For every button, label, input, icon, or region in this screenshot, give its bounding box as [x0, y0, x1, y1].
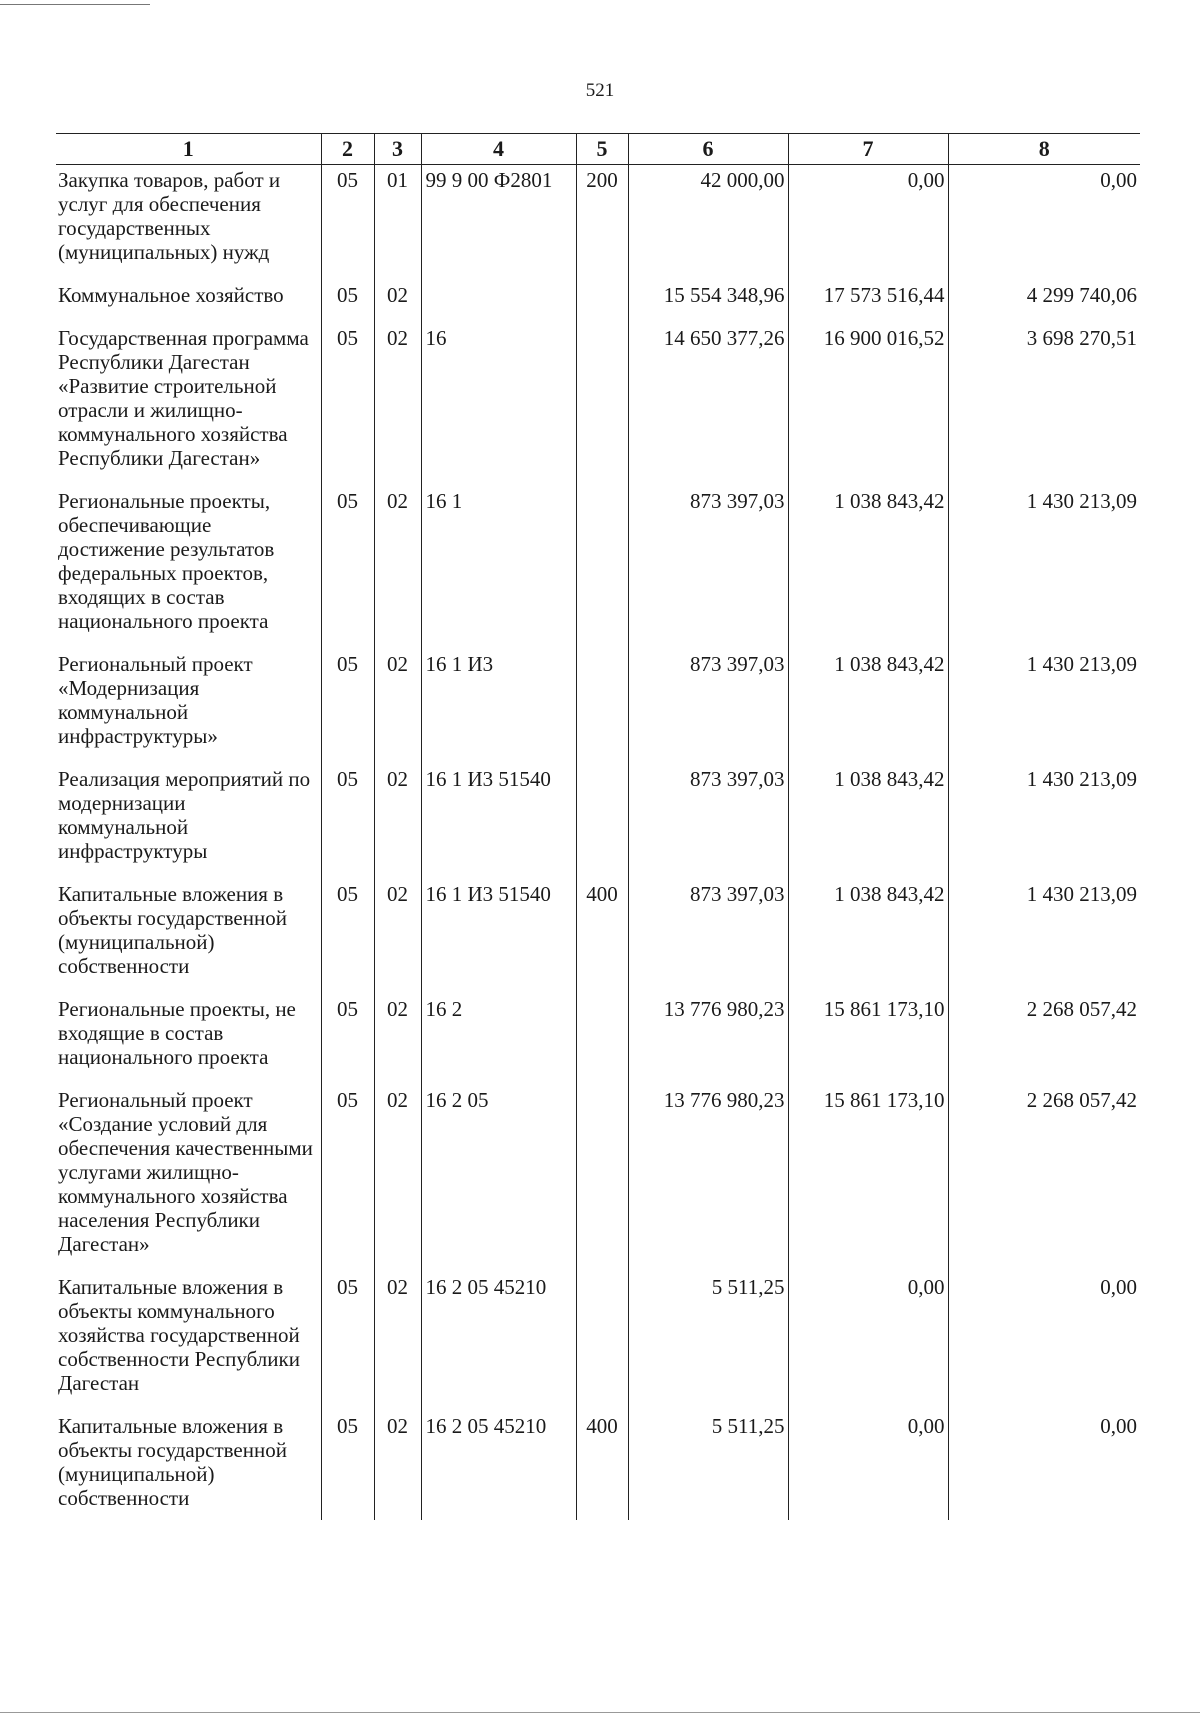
table-row [56, 486, 1140, 649]
row-target-article: 16 2 05 [421, 1085, 576, 1272]
row-amount-col8: 1 430 213,09 [948, 879, 1140, 994]
row-subsection: 02 [374, 879, 421, 994]
column-header-4: 4 [421, 134, 576, 165]
row-amount-col6: 14 650 377,26 [628, 323, 788, 486]
table-row [56, 649, 1140, 764]
row-amount-col7: 15 861 173,10 [788, 994, 948, 1085]
row-subsection: 02 [374, 323, 421, 486]
row-amount-col6: 873 397,03 [628, 649, 788, 764]
row-expense-type [576, 486, 628, 649]
row-name: Реализация мероприятий по модернизации коммунальной инфраструктуры [58, 767, 311, 863]
table-row [56, 1411, 1140, 1520]
row-section: 05 [321, 280, 374, 323]
row-section: 05 [321, 1411, 374, 1520]
row-expense-type [576, 1272, 628, 1411]
row-amount-col8: 0,00 [948, 1272, 1140, 1411]
table-row [56, 1085, 1140, 1272]
row-subsection: 02 [374, 1411, 421, 1520]
column-header-5: 5 [576, 134, 628, 165]
row-amount-col7: 0,00 [788, 165, 948, 281]
row-target-article: 16 1 И3 51540 [421, 764, 576, 879]
column-header-6: 6 [628, 134, 788, 165]
table-row [56, 1272, 1140, 1411]
row-subsection: 02 [374, 649, 421, 764]
row-name: Региональные проекты, не входящие в состав национального проекта [58, 997, 296, 1069]
row-target-article: 16 [421, 323, 576, 486]
row-name: Региональный проект «Модернизация коммунальной инфраструктуры» [58, 652, 253, 748]
row-expense-type: 200 [576, 165, 628, 281]
row-amount-col7: 16 900 016,52 [788, 323, 948, 486]
row-amount-col8: 2 268 057,42 [948, 1085, 1140, 1272]
row-section: 05 [321, 994, 374, 1085]
row-expense-type [576, 764, 628, 879]
column-header-1: 1 [56, 134, 321, 165]
column-header-8: 8 [948, 134, 1140, 165]
row-name: Государственная программа Республики Дагестан «Развитие строительной отрасли и жилищно-коммунального хозяйства Республики Дагестан» [58, 326, 309, 470]
row-name: Региональный проект «Создание условий для обеспечения качественными услугами жилищно-коммунального хозяйства населения Республики Дагестан» [58, 1088, 313, 1256]
row-amount-col6: 873 397,03 [628, 764, 788, 879]
row-expense-type: 400 [576, 879, 628, 994]
row-target-article: 16 2 05 45210 [421, 1411, 576, 1520]
row-amount-col7: 0,00 [788, 1411, 948, 1520]
row-amount-col7: 17 573 516,44 [788, 280, 948, 323]
row-name: Закупка товаров, работ и услуг для обеспечения государственных (муниципальных) нужд [58, 168, 281, 264]
row-target-article: 16 1 [421, 486, 576, 649]
row-subsection: 01 [374, 165, 421, 281]
scan-artifact-top [0, 4, 150, 5]
row-expense-type [576, 280, 628, 323]
row-expense-type [576, 323, 628, 486]
row-subsection: 02 [374, 994, 421, 1085]
row-section: 05 [321, 764, 374, 879]
budget-table [56, 133, 1140, 1520]
row-subsection: 02 [374, 280, 421, 323]
row-amount-col7: 1 038 843,42 [788, 649, 948, 764]
table-row [56, 323, 1140, 486]
row-expense-type [576, 1085, 628, 1272]
row-amount-col6: 5 511,25 [628, 1272, 788, 1411]
row-amount-col7: 1 038 843,42 [788, 879, 948, 994]
column-header-7: 7 [788, 134, 948, 165]
table-row [56, 879, 1140, 994]
row-target-article [421, 280, 576, 323]
row-subsection: 02 [374, 1085, 421, 1272]
row-amount-col7: 1 038 843,42 [788, 764, 948, 879]
row-name: Капитальные вложения в объекты государственной (муниципальной) собственности [58, 1414, 287, 1510]
row-amount-col8: 2 268 057,42 [948, 994, 1140, 1085]
table-row [56, 165, 1140, 281]
row-amount-col8: 1 430 213,09 [948, 649, 1140, 764]
row-section: 05 [321, 1272, 374, 1411]
row-name: Региональные проекты, обеспечивающие достижение результатов федеральных проектов, входящих в состав национального проекта [58, 489, 275, 633]
row-amount-col6: 13 776 980,23 [628, 1085, 788, 1272]
row-subsection: 02 [374, 1272, 421, 1411]
scan-artifact-bottom [0, 1712, 1200, 1713]
row-amount-col6: 873 397,03 [628, 879, 788, 994]
row-amount-col7: 0,00 [788, 1272, 948, 1411]
row-amount-col7: 1 038 843,42 [788, 486, 948, 649]
row-section: 05 [321, 649, 374, 764]
row-target-article: 16 1 И3 51540 [421, 879, 576, 994]
row-target-article: 16 2 [421, 994, 576, 1085]
row-name: Коммунальное хозяйство [58, 283, 284, 307]
row-amount-col8: 0,00 [948, 1411, 1140, 1520]
row-subsection: 02 [374, 486, 421, 649]
row-amount-col6: 13 776 980,23 [628, 994, 788, 1085]
row-section: 05 [321, 323, 374, 486]
row-target-article: 16 1 И3 [421, 649, 576, 764]
row-amount-col7: 15 861 173,10 [788, 1085, 948, 1272]
row-amount-col8: 1 430 213,09 [948, 764, 1140, 879]
row-amount-col6: 42 000,00 [628, 165, 788, 281]
row-expense-type [576, 994, 628, 1085]
row-amount-col6: 15 554 348,96 [628, 280, 788, 323]
table-row [56, 994, 1140, 1085]
row-amount-col8: 0,00 [948, 165, 1140, 281]
column-header-2: 2 [321, 134, 374, 165]
row-section: 05 [321, 1085, 374, 1272]
row-subsection: 02 [374, 764, 421, 879]
header-row [56, 134, 1140, 165]
row-section: 05 [321, 879, 374, 994]
table-row [56, 280, 1140, 323]
row-expense-type: 400 [576, 1411, 628, 1520]
row-section: 05 [321, 486, 374, 649]
page-number: 521 [585, 80, 615, 101]
row-section: 05 [321, 165, 374, 281]
row-name: Капитальные вложения в объекты коммунального хозяйства государственной собственности Республики Дагестан [58, 1275, 300, 1395]
row-target-article: 99 9 00 Ф2801 [421, 165, 576, 281]
row-amount-col6: 873 397,03 [628, 486, 788, 649]
row-amount-col8: 1 430 213,09 [948, 486, 1140, 649]
row-amount-col8: 3 698 270,51 [948, 323, 1140, 486]
row-target-article: 16 2 05 45210 [421, 1272, 576, 1411]
row-name: Капитальные вложения в объекты государственной (муниципальной) собственности [58, 882, 287, 978]
row-expense-type [576, 649, 628, 764]
column-header-3: 3 [374, 134, 421, 165]
row-amount-col8: 4 299 740,06 [948, 280, 1140, 323]
table-row [56, 764, 1140, 879]
row-amount-col6: 5 511,25 [628, 1411, 788, 1520]
